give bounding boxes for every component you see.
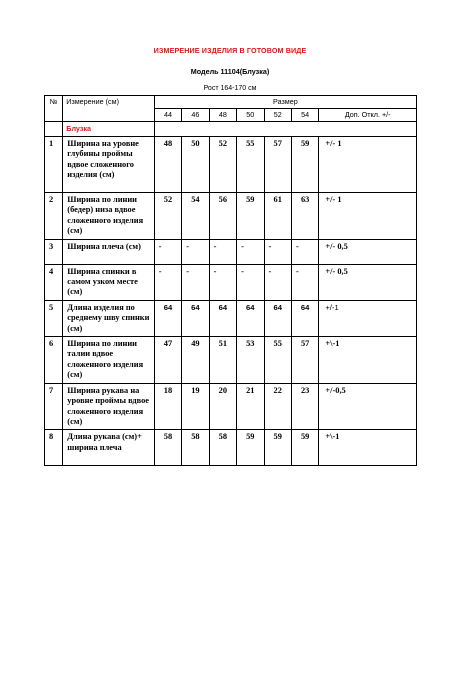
size-value: 59 [264,430,291,466]
table-row [45,383,417,430]
table-row [45,193,417,240]
size-value: 50 [182,137,209,193]
model-name: Модель 11104(Блузка) [190,67,270,76]
size-value: - [291,264,318,300]
size-value: 53 [237,337,264,384]
size-value: 51 [209,337,236,384]
measurement-label: Ширина рукава на уровне проймы вдвое сложенного изделия (см) [63,383,154,430]
measurement-label: Длина рукава (см)+ ширина плеча [63,430,154,466]
size-value: 64 [209,300,236,336]
table-row [45,430,417,466]
size-value: 64 [264,300,291,336]
size-value: 52 [154,193,181,240]
table-row [45,300,417,336]
measurement-label: Ширина плеча (см) [63,239,154,264]
size-value: 49 [182,337,209,384]
size-value: - [237,239,264,264]
size-header: 54 [291,109,318,122]
row-number: 7 [45,383,63,430]
size-value: 55 [264,337,291,384]
tolerance-value: +\-1 [319,337,417,384]
size-value: 59 [237,193,264,240]
header-row [45,96,417,109]
measurement-label: Ширина на уровне глубины проймы вдвое сложенного изделия (см) [63,137,154,193]
tolerance-value: +/- 0,5 [319,239,417,264]
size-value: - [182,239,209,264]
col-measure-header: Измерение (см) [63,96,154,122]
size-value: - [182,264,209,300]
size-value: 23 [291,383,318,430]
size-value: 58 [182,430,209,466]
row-number: 3 [45,239,63,264]
size-value: 21 [237,383,264,430]
col-num-header: № [45,96,63,122]
size-value: 56 [209,193,236,240]
size-value: 57 [291,337,318,384]
row-number: 4 [45,264,63,300]
size-value: 54 [182,193,209,240]
table-row [45,264,417,300]
size-header: 44 [154,109,181,122]
tolerance-value: +/- 1 [319,137,417,193]
size-value: 64 [291,300,318,336]
size-value: - [264,239,291,264]
size-value: 55 [237,137,264,193]
col-tolerance-header: Доп. Откл. +/- [319,109,417,122]
size-value: 19 [182,383,209,430]
table-row [45,137,417,193]
growth-range: Рост 164-170 см [203,85,257,92]
size-value: 58 [154,430,181,466]
size-value: 63 [291,193,318,240]
tolerance-value: +/- 1 [319,193,417,240]
size-value: 48 [154,137,181,193]
size-value: 59 [291,430,318,466]
size-value: - [209,239,236,264]
row-number: 5 [45,300,63,336]
row-number: 2 [45,193,63,240]
size-value: - [154,264,181,300]
row-number: 8 [45,430,63,466]
size-header: 52 [264,109,291,122]
size-header: 46 [182,109,209,122]
row-number: 1 [45,137,63,193]
size-value: 64 [154,300,181,336]
size-value: 22 [264,383,291,430]
section-label: Блузка [63,122,154,137]
size-value: 59 [237,430,264,466]
size-value: 59 [291,137,318,193]
table-row [45,337,417,384]
measurement-label: Ширина спинки в самом узком месте (см) [63,264,154,300]
size-value: 64 [237,300,264,336]
measurement-label: Ширина по линии талии вдвое сложенного изделия (см) [63,337,154,384]
tolerance-value: +/- 0,5 [319,264,417,300]
table-row [45,239,417,264]
size-value: 58 [209,430,236,466]
size-value: - [291,239,318,264]
measurement-label: Длина изделия по среднему шву спинки (см) [63,300,154,336]
size-value: 52 [209,137,236,193]
size-header: 48 [209,109,236,122]
measurement-table [44,95,417,466]
document-title: ИЗМЕРЕНИЕ ИЗДЕЛИЯ В ГОТОВОМ ВИДЕ [153,46,307,55]
tolerance-value: +/-1 [319,300,417,336]
size-value: 64 [182,300,209,336]
size-value: 20 [209,383,236,430]
size-header: 50 [237,109,264,122]
size-value: 61 [264,193,291,240]
size-value: 47 [154,337,181,384]
size-value: - [237,264,264,300]
row-number: 6 [45,337,63,384]
size-value: - [264,264,291,300]
tolerance-value: +/-0,5 [319,383,417,430]
size-value: - [154,239,181,264]
section-row [45,122,417,137]
tolerance-value: +\-1 [319,430,417,466]
size-value: 57 [264,137,291,193]
measurement-label: Ширина по линии (бедер) низа вдвое сложенного изделия (см) [63,193,154,240]
size-value: - [209,264,236,300]
size-value: 18 [154,383,181,430]
col-size-header: Размер [154,96,416,109]
